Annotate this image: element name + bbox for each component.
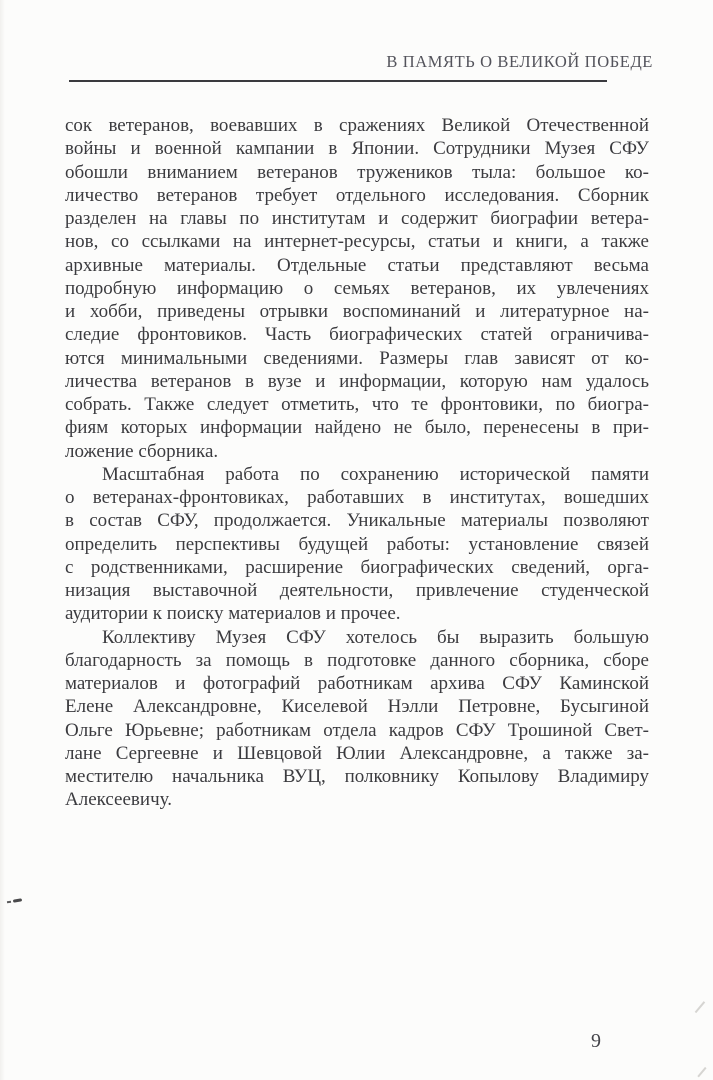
text-line: подробную информацию о семьях ветеранов, их увлечениях [65,277,649,299]
text-line: фиям которых информации найдено не было, перенесены в при- [65,417,649,439]
scan-artifact-dash [7,901,11,903]
text-line: Елене Александровне, Киселевой Нэлли Петровне, Бусыгиной [65,696,649,718]
text-line: в состав СФУ, продолжается. Уникальные материалы позволяют [65,510,649,532]
page-number: 9 [591,1030,601,1052]
running-header-title: В ПАМЯТЬ О ВЕЛИКОЙ ПОБЕДЕ [386,52,653,71]
paragraph [65,626,649,812]
text-line: местителю начальника ВУЦ, полковнику Копылову Владимиру [65,766,649,787]
text-line: нов, со ссылками на интернет-ресурсы, статьи и книги, а также [65,231,649,253]
scan-scratch [695,1001,705,1013]
text-line: с родственниками, расширение биографических сведений, орга- [65,556,649,578]
text-line: ются минимальными сведениями. Размеры глав зависят от ко- [65,347,649,369]
body-text [65,114,649,812]
text-line: о ветеранах-фронтовиках, работавших в институтах, вошедших [65,487,649,508]
text-line: личества ветеранов в вузе и информации, которую нам удалось [65,370,649,392]
scan-artifact-mark [7,897,25,907]
paragraph [65,114,649,463]
scan-artifact-dash [13,898,22,903]
text-line: низация выставочной деятельности, привлечение студенческой [65,580,649,601]
text-line: Коллективу Музея СФУ хотелось бы выразить большую [102,626,649,648]
text-line: обошли вниманием ветеранов тружеников тыла: большое ко- [65,161,649,183]
text-line: лане Сергеевне и Шевцовой Юлии Александровне, а также за- [65,742,649,764]
text-line: следие фронтовиков. Часть биографических статей ограничива- [65,324,649,346]
text-line: аудитории к поиску материалов и прочее. [65,603,401,625]
text-line: разделен на главы по институтам и содержит биографии ветера- [65,208,649,229]
text-line: Ольге Юрьевне; работникам отдела кадров СФУ Трошиной Свет- [65,719,649,741]
paragraph [65,463,649,626]
text-line: сок ветеранов, воевавших в сражениях Великой Отечественной [65,115,649,136]
text-line: личество ветеранов требует отдельного исследования. Сборник [65,184,649,206]
text-line: ложение сборника. [65,440,219,462]
text-line: войны и военной кампании в Японии. Сотрудники Музея СФУ [65,138,649,160]
text-line: Масштабная работа по сохранению исторической памяти [102,463,649,485]
header-rule [69,80,607,82]
scan-edge-shade [0,0,5,1080]
text-line: благодарность за помощь в подготовке данного сборника, сборе [65,649,649,671]
text-line: архивные материалы. Отдельные статьи представляют весьма [65,254,649,276]
text-line: собрать. Также следует отметить, что те фронтовики, по биогра- [65,394,649,415]
text-line: Алексеевичу. [65,789,172,811]
text-line: определить перспективы будущей работы: установление связей [65,533,649,555]
scan-scratch [697,1067,706,1077]
text-line: и хобби, приведены отрывки воспоминаний и литературное на- [65,301,649,322]
text-line: материалов и фотографий работникам архива СФУ Каминской [65,673,649,694]
